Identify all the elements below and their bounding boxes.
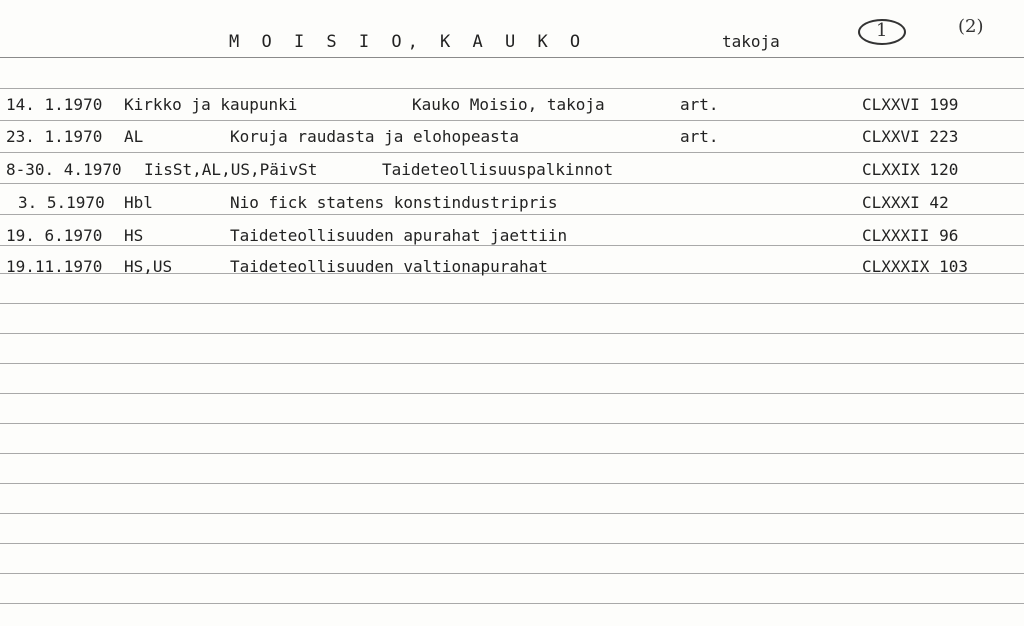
entry-source: Kirkko ja kaupunki — [124, 95, 298, 114]
entry-ref: CLXXIX 120 — [862, 160, 959, 179]
ruled-line — [0, 245, 1024, 246]
ruled-line — [0, 543, 1024, 544]
entry-date: 8-30. 4.1970 — [6, 160, 122, 179]
entry-title: Taideteollisuuden apurahat jaettiin — [230, 226, 568, 245]
entry-date: 14. 1.1970 — [6, 95, 103, 114]
ruled-line — [0, 603, 1024, 604]
ruled-line — [0, 152, 1024, 153]
card-number-circled: 1 — [876, 20, 888, 41]
occupation: takoja — [722, 32, 780, 51]
person-name: M O I S I O, K A U K O — [229, 32, 587, 52]
entry-ref: CLXXVI 223 — [862, 127, 959, 146]
entry-date: 19. 6.1970 — [6, 226, 103, 245]
entry-ref: CLXXXIX 103 — [862, 257, 968, 276]
ruled-line — [0, 393, 1024, 394]
ruled-line — [0, 303, 1024, 304]
entry-title: Taideteollisuuden valtionapurahat — [230, 257, 548, 276]
ruled-line — [0, 88, 1024, 89]
ruled-line — [0, 513, 1024, 514]
entry-date: 19.11.1970 — [6, 257, 103, 276]
entry-type: art. — [680, 127, 719, 146]
entry-source: HS,US — [124, 257, 173, 276]
card-number-paren: (2) — [958, 16, 984, 37]
entry-ref: CLXXXII 96 — [862, 226, 959, 245]
ruled-line — [0, 453, 1024, 454]
entry-title: Nio fick statens konstindustripris — [230, 193, 558, 212]
entry-source: HS — [124, 226, 144, 245]
ruled-line — [0, 120, 1024, 121]
entry-title: Kauko Moisio, takoja — [412, 95, 605, 114]
ruled-line — [0, 183, 1024, 184]
ruled-line — [0, 573, 1024, 574]
header-rule — [0, 57, 1024, 58]
entry-title: Koruja raudasta ja elohopeasta — [230, 127, 519, 146]
entry-source: IisSt,AL,US,PäivSt — [144, 160, 318, 179]
entry-source: Hbl — [124, 193, 153, 212]
entry-type: art. — [680, 95, 719, 114]
ruled-line — [0, 483, 1024, 484]
entry-source: AL — [124, 127, 144, 146]
entry-date: 23. 1.1970 — [6, 127, 103, 146]
entry-ref: CLXXVI 199 — [862, 95, 959, 114]
entry-date: 3. 5.1970 — [18, 193, 105, 212]
ruled-line — [0, 423, 1024, 424]
ruled-line — [0, 214, 1024, 215]
ruled-line — [0, 333, 1024, 334]
entry-ref: CLXXXI 42 — [862, 193, 949, 212]
entry-title: Taideteollisuuspalkinnot — [382, 160, 614, 179]
ruled-line — [0, 363, 1024, 364]
